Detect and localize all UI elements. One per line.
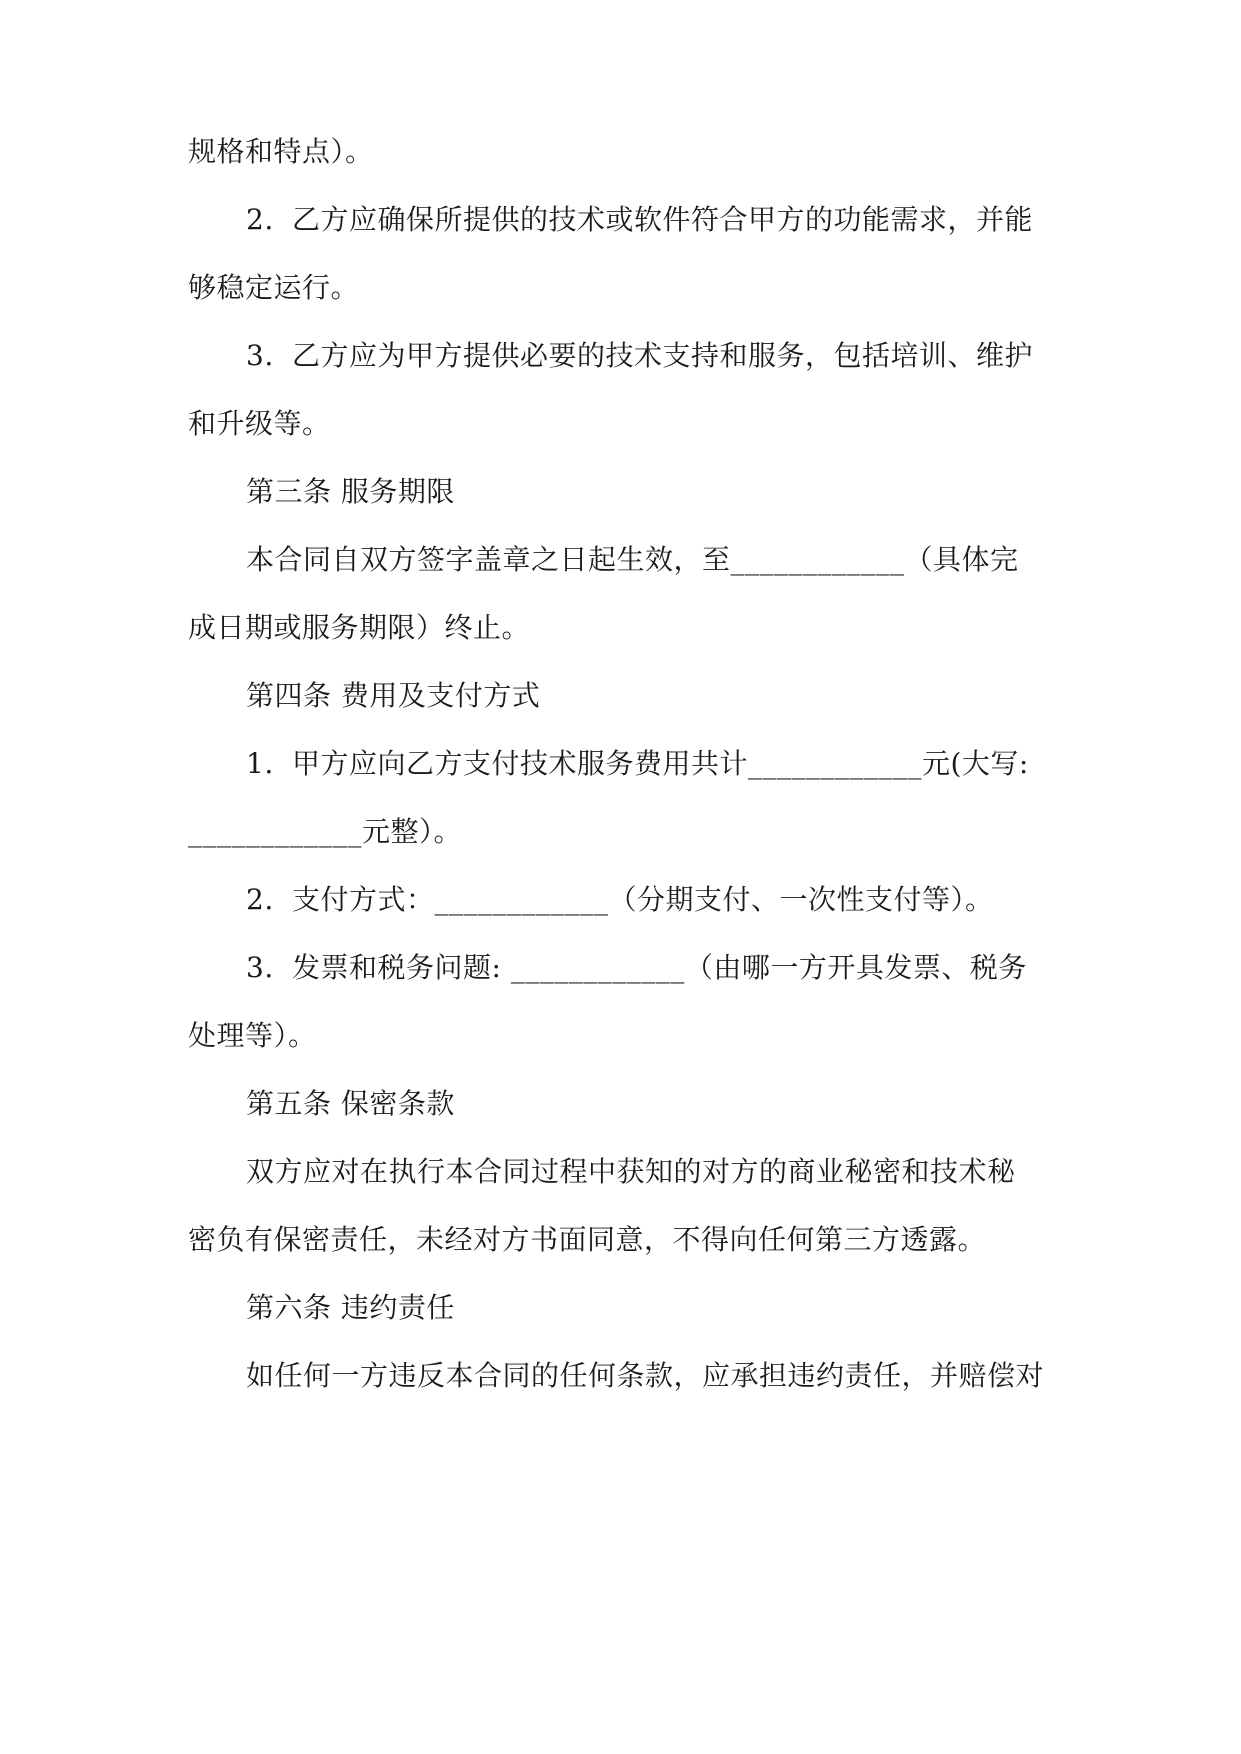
line-text: 支付方式：____________（分期支付、一次性支付等）。 [292, 883, 994, 916]
paragraph-line [246, 1152, 1116, 1192]
section-heading [246, 1288, 1116, 1328]
paragraph-line [246, 540, 1116, 580]
text-line [188, 132, 1058, 172]
list-item [246, 880, 1116, 920]
line-text: 和升级等。 [188, 407, 331, 440]
section-heading [246, 1084, 1116, 1124]
line-text: 双方应对在执行本合同过程中获知的对方的商业秘密和技术秘 [246, 1155, 1016, 1188]
line-text: 密负有保密责任，未经对方书面同意，不得向任何第三方透露。 [188, 1223, 987, 1256]
list-item [246, 948, 1116, 988]
heading-text: 第六条 违约责任 [246, 1291, 455, 1324]
item-number: 3. [246, 339, 274, 372]
text-line [188, 1016, 1058, 1056]
item-number: 1. [246, 747, 274, 780]
line-text: 本合同自双方签字盖章之日起生效，至____________（具体完 [246, 543, 1019, 576]
item-number: 3. [246, 951, 274, 984]
line-text: 成日期或服务期限）终止。 [188, 611, 531, 644]
line-text: ____________元整）。 [188, 815, 463, 848]
text-line [188, 404, 1058, 444]
section-heading [246, 676, 1116, 716]
heading-text: 第三条 服务期限 [246, 475, 455, 508]
line-text: 乙方应确保所提供的技术或软件符合甲方的功能需求，并能 [292, 203, 1034, 236]
item-number: 2. [246, 203, 274, 236]
list-item [246, 336, 1116, 376]
text-line [188, 268, 1058, 308]
text-line [188, 1220, 1058, 1260]
line-text: 乙方应为甲方提供必要的技术支持和服务，包括培训、维护 [292, 339, 1034, 372]
line-text: 规格和特点）。 [188, 135, 374, 168]
heading-text: 第四条 费用及支付方式 [246, 679, 541, 712]
item-number: 2. [246, 883, 274, 916]
document-page [188, 0, 1058, 1754]
line-text: 如任何一方违反本合同的任何条款，应承担违约责任，并赔偿对 [246, 1359, 1045, 1392]
list-item [246, 744, 1116, 784]
line-text: 处理等）。 [188, 1019, 317, 1052]
heading-text: 第五条 保密条款 [246, 1087, 455, 1120]
list-item [246, 200, 1116, 240]
section-heading [246, 472, 1116, 512]
text-line [188, 608, 1058, 648]
line-text: 发票和税务问题: ____________（由哪一方开具发票、税务 [292, 951, 1027, 984]
paragraph-line [246, 1356, 1116, 1396]
line-text: 够稳定运行。 [188, 271, 360, 304]
text-line [188, 812, 1058, 852]
line-text: 甲方应向乙方支付技术服务费用共计____________元(大写: [292, 747, 1029, 780]
